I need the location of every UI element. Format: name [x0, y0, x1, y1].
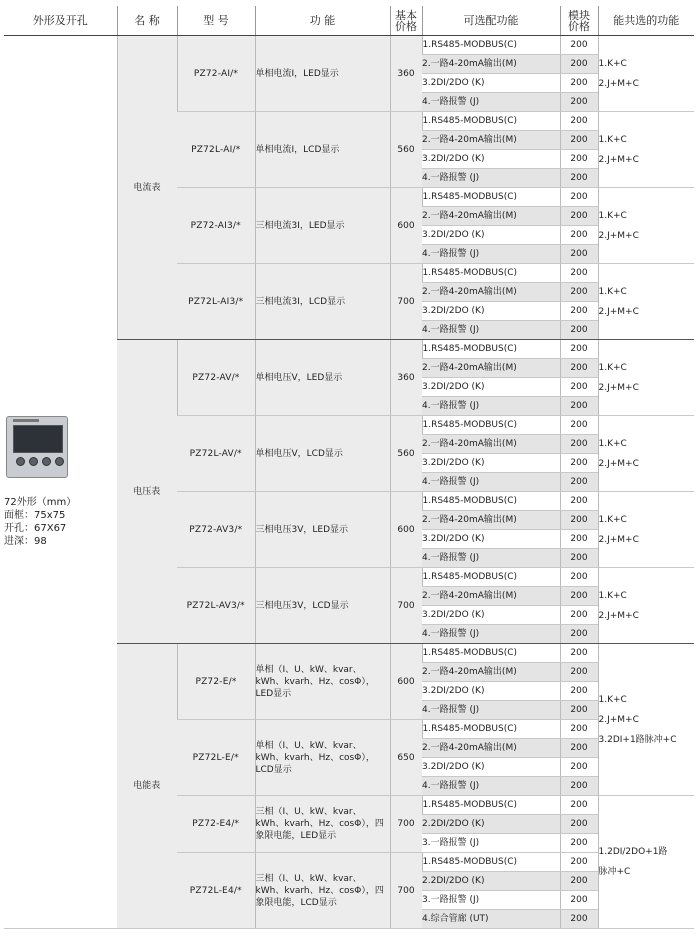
option-name: 3.2DI/2DO (K)	[422, 74, 560, 93]
combo-item: 2.J+M+C	[598, 154, 639, 165]
module-price: 200	[560, 758, 598, 777]
option-name: 4.综合管廊 (UT)	[422, 910, 560, 929]
combo-item: 1.K+C	[598, 590, 627, 601]
module-price: 200	[560, 492, 598, 511]
base-price: 360	[390, 36, 422, 112]
model-number: PZ72-AI3/*	[177, 188, 255, 264]
base-price: 600	[390, 644, 422, 720]
model-function: 单相电流I，LCD显示	[255, 112, 390, 188]
header-combos: 能共选的功能	[598, 6, 694, 36]
option-name: 2.一路4-20mA输出(M)	[422, 131, 560, 150]
module-price: 200	[560, 872, 598, 891]
model-function: 单相电压V，LCD显示	[255, 416, 390, 492]
option-name: 2.一路4-20mA输出(M)	[422, 587, 560, 606]
module-price: 200	[560, 473, 598, 492]
combo-item: 3.2DI+1路脉冲+C	[598, 734, 677, 745]
header-row	[4, 6, 694, 36]
option-name: 3.2DI/2DO (K)	[422, 302, 560, 321]
combo-item: 2.J+M+C	[598, 230, 639, 241]
header-base-price: 基本 价格	[390, 6, 422, 36]
base-price: 700	[390, 796, 422, 853]
combo-item: 1.K+C	[598, 58, 627, 69]
option-name: 3.2DI/2DO (K)	[422, 378, 560, 397]
option-name: 2.一路4-20mA输出(M)	[422, 283, 560, 302]
module-price: 200	[560, 131, 598, 150]
option-name: 4.一路报警 (J)	[422, 625, 560, 644]
category-name: 电压表	[117, 340, 177, 644]
base-price: 700	[390, 568, 422, 644]
base-price: 700	[390, 264, 422, 340]
model-function: 三相（I、U、kW、kvar、kWh、kvarh、Hz、cosΦ），四象限电能，LED显示	[255, 796, 390, 853]
combo-item: 2.J+M+C	[598, 78, 639, 89]
option-name: 1.RS485-MODBUS(C)	[422, 853, 560, 872]
module-price: 200	[560, 36, 598, 55]
model-function: 三相电流3I，LCD显示	[255, 264, 390, 340]
combo-options	[598, 644, 694, 796]
option-name: 4.一路报警 (J)	[422, 397, 560, 416]
combo-item: 2.J+M+C	[598, 306, 639, 317]
module-price: 200	[560, 834, 598, 853]
model-number: PZ72L-AI3/*	[177, 264, 255, 340]
model-function: 三相电压3V，LED显示	[255, 492, 390, 568]
module-price: 200	[560, 93, 598, 112]
model-number: PZ72L-AV/*	[177, 416, 255, 492]
combo-options	[598, 264, 694, 340]
combo-options	[598, 112, 694, 188]
module-price: 200	[560, 910, 598, 929]
combo-item: 1.K+C	[598, 286, 627, 297]
header-shape: 外形及开孔	[4, 6, 117, 36]
module-price: 200	[560, 302, 598, 321]
combo-options	[598, 36, 694, 112]
option-name: 2.一路4-20mA输出(M)	[422, 511, 560, 530]
table-body	[4, 36, 694, 929]
module-price: 200	[560, 663, 598, 682]
option-name: 1.RS485-MODBUS(C)	[422, 796, 560, 815]
model-number: PZ72-E4/*	[177, 796, 255, 853]
module-price: 200	[560, 701, 598, 720]
module-price: 200	[560, 530, 598, 549]
option-name: 3.2DI/2DO (K)	[422, 606, 560, 625]
model-number: PZ72-AI/*	[177, 36, 255, 112]
option-name: 1.RS485-MODBUS(C)	[422, 416, 560, 435]
module-price: 200	[560, 226, 598, 245]
table-row	[4, 36, 694, 55]
model-number: PZ72L-E4/*	[177, 853, 255, 929]
option-name: 1.RS485-MODBUS(C)	[422, 36, 560, 55]
combo-options	[598, 340, 694, 416]
panel-meter-icon	[6, 416, 68, 478]
option-name: 4.一路报警 (J)	[422, 549, 560, 568]
model-function: 三相（I、U、kW、kvar、kWh、kvarh、Hz、cosΦ），四象限电能，LCD显示	[255, 853, 390, 929]
model-function: 单相（I、U、kW、kvar、kWh、kvarh、Hz、cosΦ），LCD显示	[255, 720, 390, 796]
module-price: 200	[560, 568, 598, 587]
shape-spec-line: 开孔：67X67	[4, 523, 67, 534]
model-function: 三相电压3V，LCD显示	[255, 568, 390, 644]
combo-item: 1.K+C	[598, 694, 627, 705]
model-number: PZ72-AV3/*	[177, 492, 255, 568]
header-function: 功 能	[255, 6, 390, 36]
product-spec-table	[4, 6, 694, 929]
option-name: 3.2DI/2DO (K)	[422, 758, 560, 777]
option-name: 1.RS485-MODBUS(C)	[422, 188, 560, 207]
module-price: 200	[560, 796, 598, 815]
module-price: 200	[560, 245, 598, 264]
option-name: 3.2DI/2DO (K)	[422, 150, 560, 169]
module-price: 200	[560, 853, 598, 872]
combo-item: 1.K+C	[598, 210, 627, 221]
option-name: 4.一路报警 (J)	[422, 473, 560, 492]
module-price: 200	[560, 815, 598, 834]
module-price: 200	[560, 359, 598, 378]
option-name: 4.一路报警 (J)	[422, 93, 560, 112]
option-name: 4.一路报警 (J)	[422, 701, 560, 720]
shape-cell	[4, 36, 117, 929]
option-name: 2.一路4-20mA输出(M)	[422, 663, 560, 682]
module-price: 200	[560, 188, 598, 207]
combo-item: 1.K+C	[598, 514, 627, 525]
combo-item: 2.J+M+C	[598, 534, 639, 545]
combo-options	[598, 188, 694, 264]
combo-options	[598, 796, 694, 929]
option-name: 1.RS485-MODBUS(C)	[422, 264, 560, 283]
module-price: 200	[560, 112, 598, 131]
shape-spec-line: 进深：98	[4, 536, 47, 547]
shape-spec-line: 面框：75x75	[4, 510, 66, 521]
header-options: 可选配功能	[422, 6, 560, 36]
module-price: 200	[560, 264, 598, 283]
module-price: 200	[560, 207, 598, 226]
option-name: 4.一路报警 (J)	[422, 169, 560, 188]
model-function: 单相电流I，LED显示	[255, 36, 390, 112]
model-number: PZ72-AV/*	[177, 340, 255, 416]
combo-item: 1.2DI/2DO+1路	[598, 847, 668, 857]
module-price: 200	[560, 283, 598, 302]
combo-item: 2.J+M+C	[598, 382, 639, 393]
module-price: 200	[560, 777, 598, 796]
option-name: 2.一路4-20mA输出(M)	[422, 435, 560, 454]
option-name: 4.一路报警 (J)	[422, 245, 560, 264]
model-number: PZ72L-E/*	[177, 720, 255, 796]
combo-item: 脉冲+C	[598, 867, 631, 877]
option-name: 1.RS485-MODBUS(C)	[422, 492, 560, 511]
option-name: 2.2DI/2DO (K)	[422, 872, 560, 891]
option-name: 2.2DI/2DO (K)	[422, 815, 560, 834]
option-name: 3.2DI/2DO (K)	[422, 454, 560, 473]
module-price: 200	[560, 321, 598, 340]
module-price: 200	[560, 891, 598, 910]
module-price: 200	[560, 511, 598, 530]
model-function: 单相（I、U、kW、kvar、kWh、kvarh、Hz、cosΦ），LED显示	[255, 644, 390, 720]
model-number: PZ72-E/*	[177, 644, 255, 720]
combo-item: 1.K+C	[598, 362, 627, 373]
module-price: 200	[560, 169, 598, 188]
option-name: 3.2DI/2DO (K)	[422, 530, 560, 549]
combo-options	[598, 492, 694, 568]
module-price: 200	[560, 587, 598, 606]
option-name: 3.一路报警 (J)	[422, 891, 560, 910]
shape-spec-line: 72外形（mm）	[4, 497, 77, 508]
base-price: 560	[390, 416, 422, 492]
option-name: 3.2DI/2DO (K)	[422, 226, 560, 245]
option-name: 4.一路报警 (J)	[422, 321, 560, 340]
module-price: 200	[560, 644, 598, 663]
combo-item: 2.J+M+C	[598, 458, 639, 469]
base-price: 600	[390, 492, 422, 568]
option-name: 2.一路4-20mA输出(M)	[422, 55, 560, 74]
module-price: 200	[560, 625, 598, 644]
base-price: 560	[390, 112, 422, 188]
base-price: 650	[390, 720, 422, 796]
module-price: 200	[560, 435, 598, 454]
model-function: 三相电流3I，LED显示	[255, 188, 390, 264]
combo-item: 1.K+C	[598, 438, 627, 449]
module-price: 200	[560, 55, 598, 74]
module-price: 200	[560, 416, 598, 435]
option-name: 3.2DI/2DO (K)	[422, 682, 560, 701]
model-number: PZ72L-AI/*	[177, 112, 255, 188]
option-name: 1.RS485-MODBUS(C)	[422, 720, 560, 739]
module-price: 200	[560, 378, 598, 397]
header-module-price: 模块 价格	[560, 6, 598, 36]
module-price: 200	[560, 74, 598, 93]
option-name: 2.一路4-20mA输出(M)	[422, 739, 560, 758]
header-name: 名 称	[117, 6, 177, 36]
header-model: 型 号	[177, 6, 255, 36]
base-price: 600	[390, 188, 422, 264]
combo-options	[598, 568, 694, 644]
option-name: 3.一路报警 (J)	[422, 834, 560, 853]
category-name: 电流表	[117, 36, 177, 340]
combo-item: 2.J+M+C	[598, 610, 639, 621]
category-name: 电能表	[117, 644, 177, 929]
module-price: 200	[560, 720, 598, 739]
module-price: 200	[560, 150, 598, 169]
combo-item: 2.J+M+C	[598, 714, 639, 725]
module-price: 200	[560, 340, 598, 359]
module-price: 200	[560, 549, 598, 568]
module-price: 200	[560, 397, 598, 416]
module-price: 200	[560, 682, 598, 701]
option-name: 1.RS485-MODBUS(C)	[422, 112, 560, 131]
module-price: 200	[560, 739, 598, 758]
module-price: 200	[560, 454, 598, 473]
option-name: 2.一路4-20mA输出(M)	[422, 207, 560, 226]
base-price: 360	[390, 340, 422, 416]
option-name: 1.RS485-MODBUS(C)	[422, 340, 560, 359]
option-name: 1.RS485-MODBUS(C)	[422, 568, 560, 587]
base-price: 700	[390, 853, 422, 929]
option-name: 2.一路4-20mA输出(M)	[422, 359, 560, 378]
model-number: PZ72L-AV3/*	[177, 568, 255, 644]
combo-item: 1.K+C	[598, 134, 627, 145]
model-function: 单相电压V，LED显示	[255, 340, 390, 416]
combo-options	[598, 416, 694, 492]
option-name: 1.RS485-MODBUS(C)	[422, 644, 560, 663]
option-name: 4.一路报警 (J)	[422, 777, 560, 796]
module-price: 200	[560, 606, 598, 625]
